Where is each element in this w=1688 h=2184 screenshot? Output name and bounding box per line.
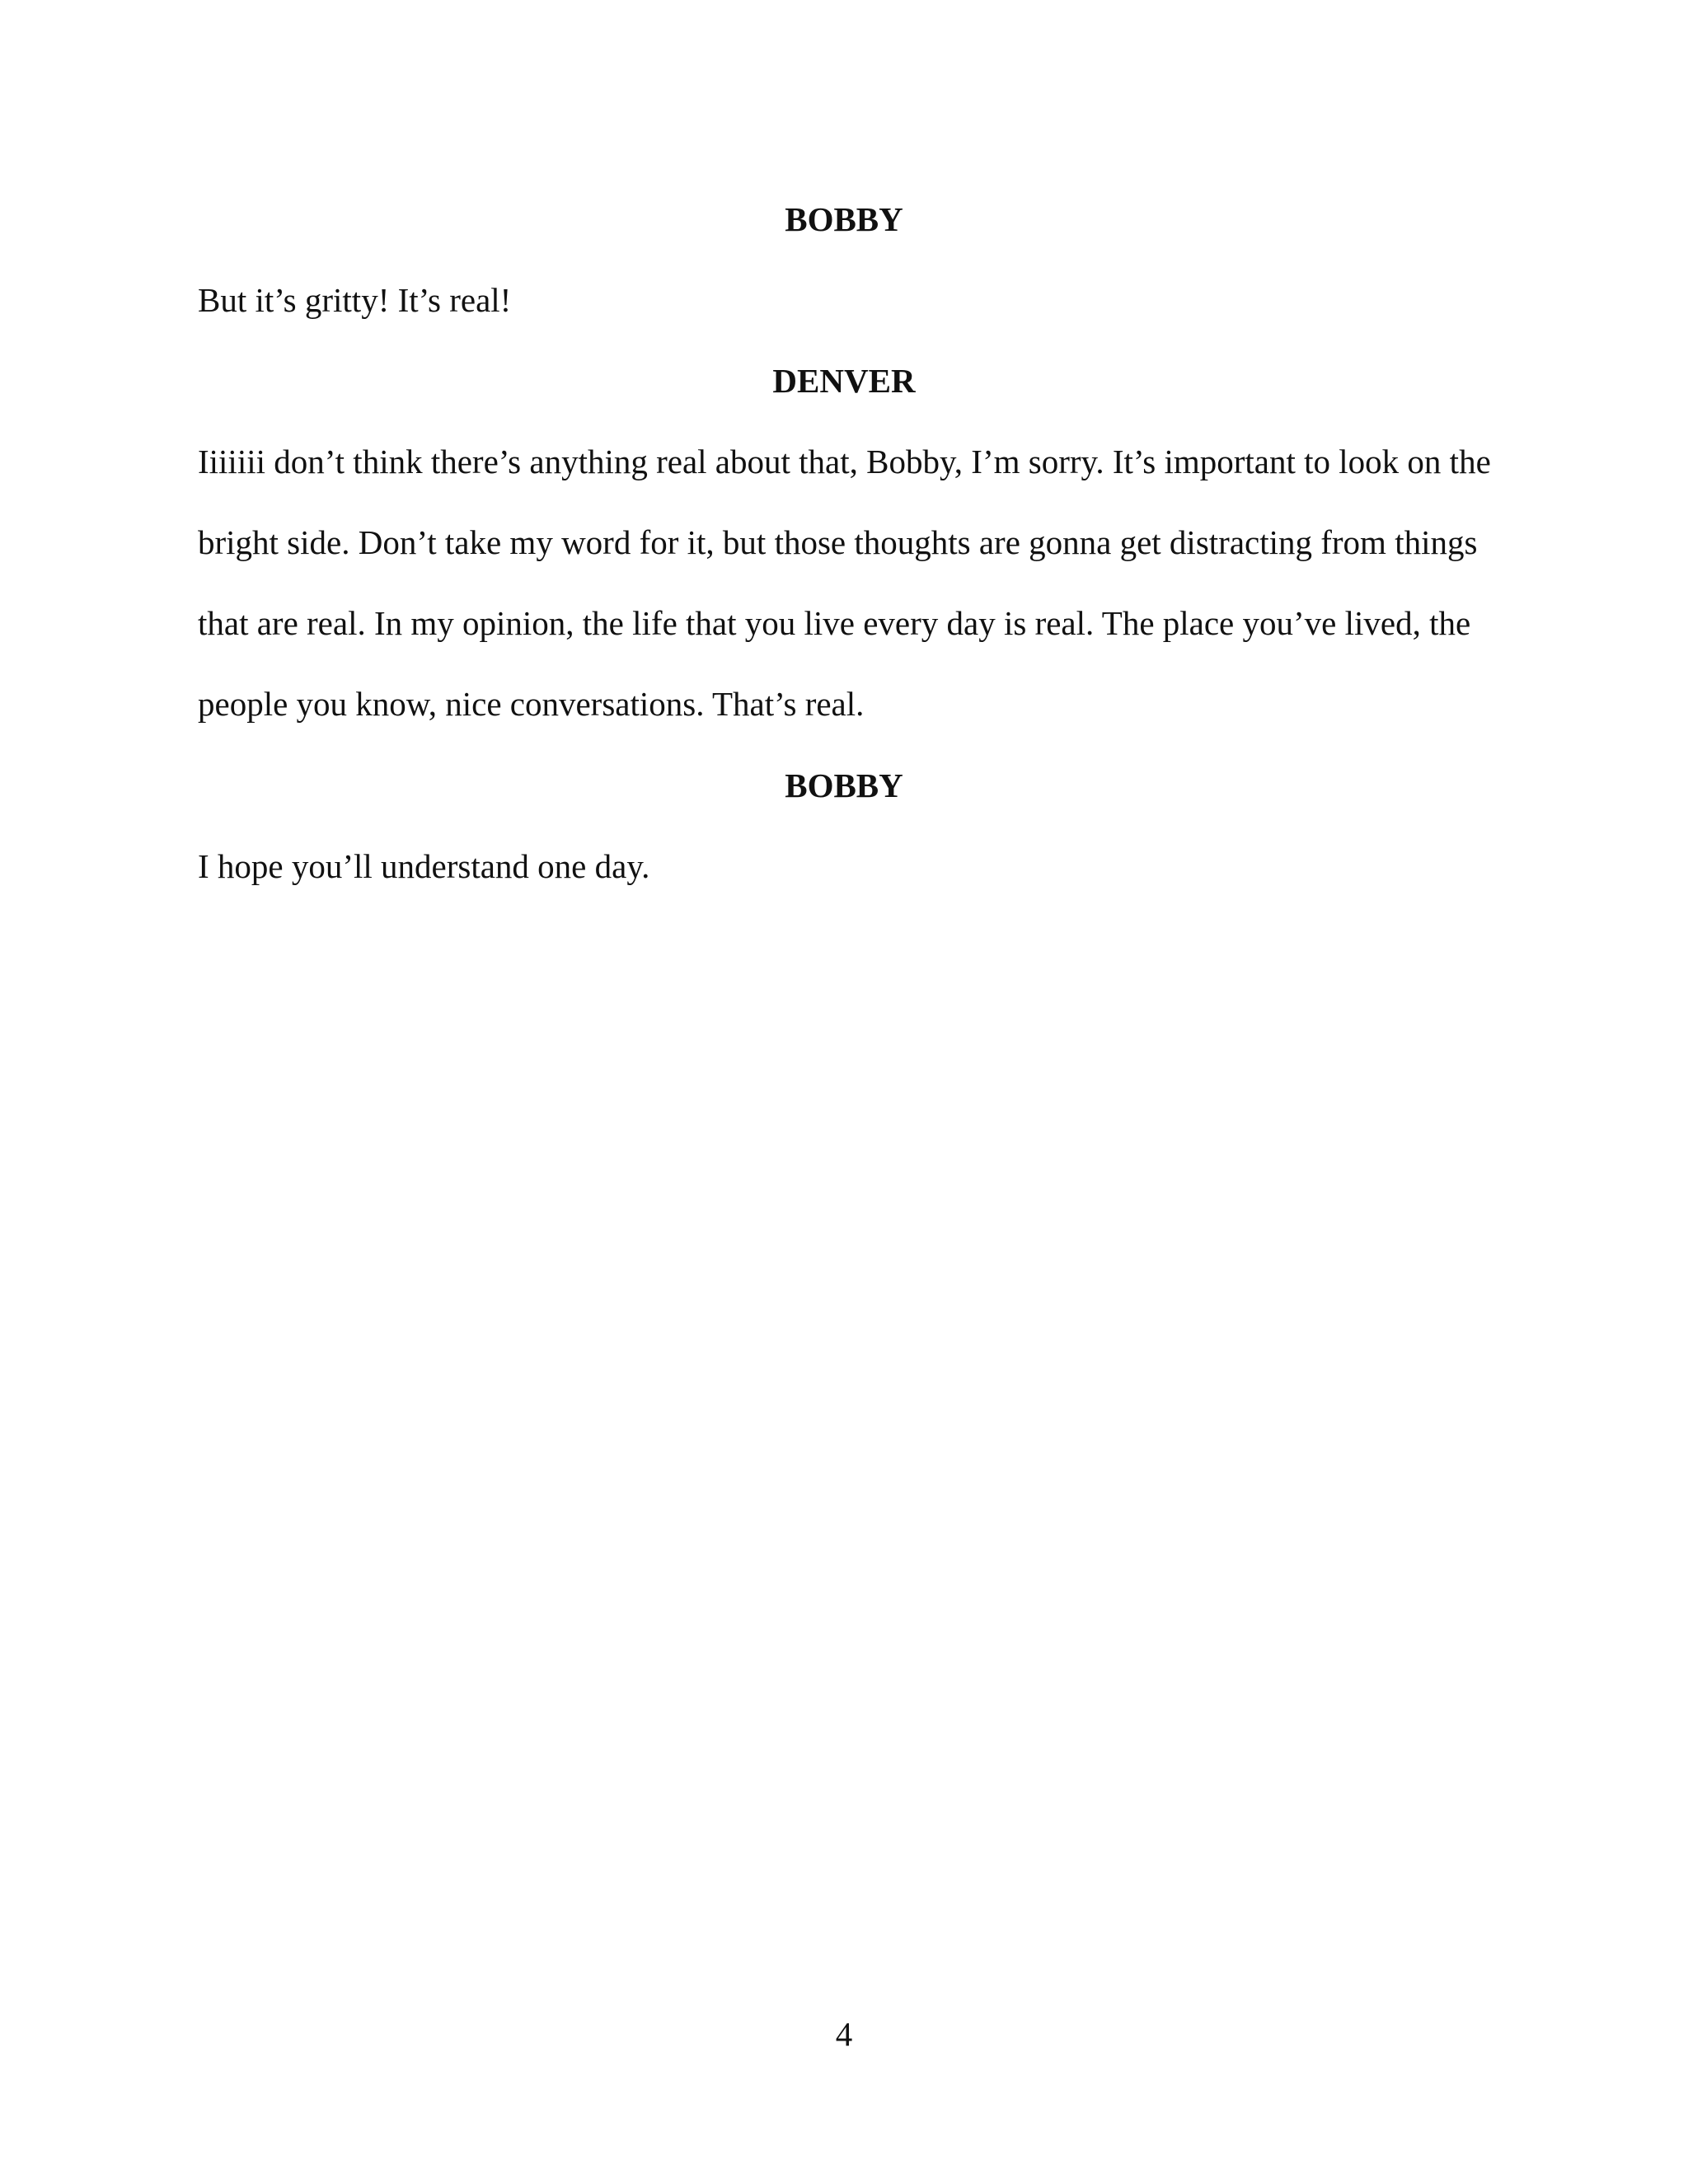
speaker-name: BOBBY bbox=[785, 766, 903, 804]
page-number: 4 bbox=[835, 2015, 853, 2053]
dialogue-line: bright side. Don’t take my word for it, but those thoughts are gonna get distracting from things bbox=[198, 523, 1478, 561]
dialogue-line: But it’s gritty! It’s real! bbox=[198, 281, 512, 319]
dialogue-line: people you know, nice conversations. That’s real. bbox=[198, 685, 865, 723]
dialogue-line: Iiiiiii don’t think there’s anything real about that, Bobby, I’m sorry. It’s important to look on the bbox=[198, 443, 1491, 480]
dialogue-line: that are real. In my opinion, the life that you live every day is real. The place you’ve lived, the bbox=[198, 604, 1471, 642]
speaker-name: BOBBY bbox=[785, 200, 903, 238]
speaker-name: DENVER bbox=[772, 362, 916, 400]
dialogue-line: I hope you’ll understand one day. bbox=[198, 847, 650, 885]
